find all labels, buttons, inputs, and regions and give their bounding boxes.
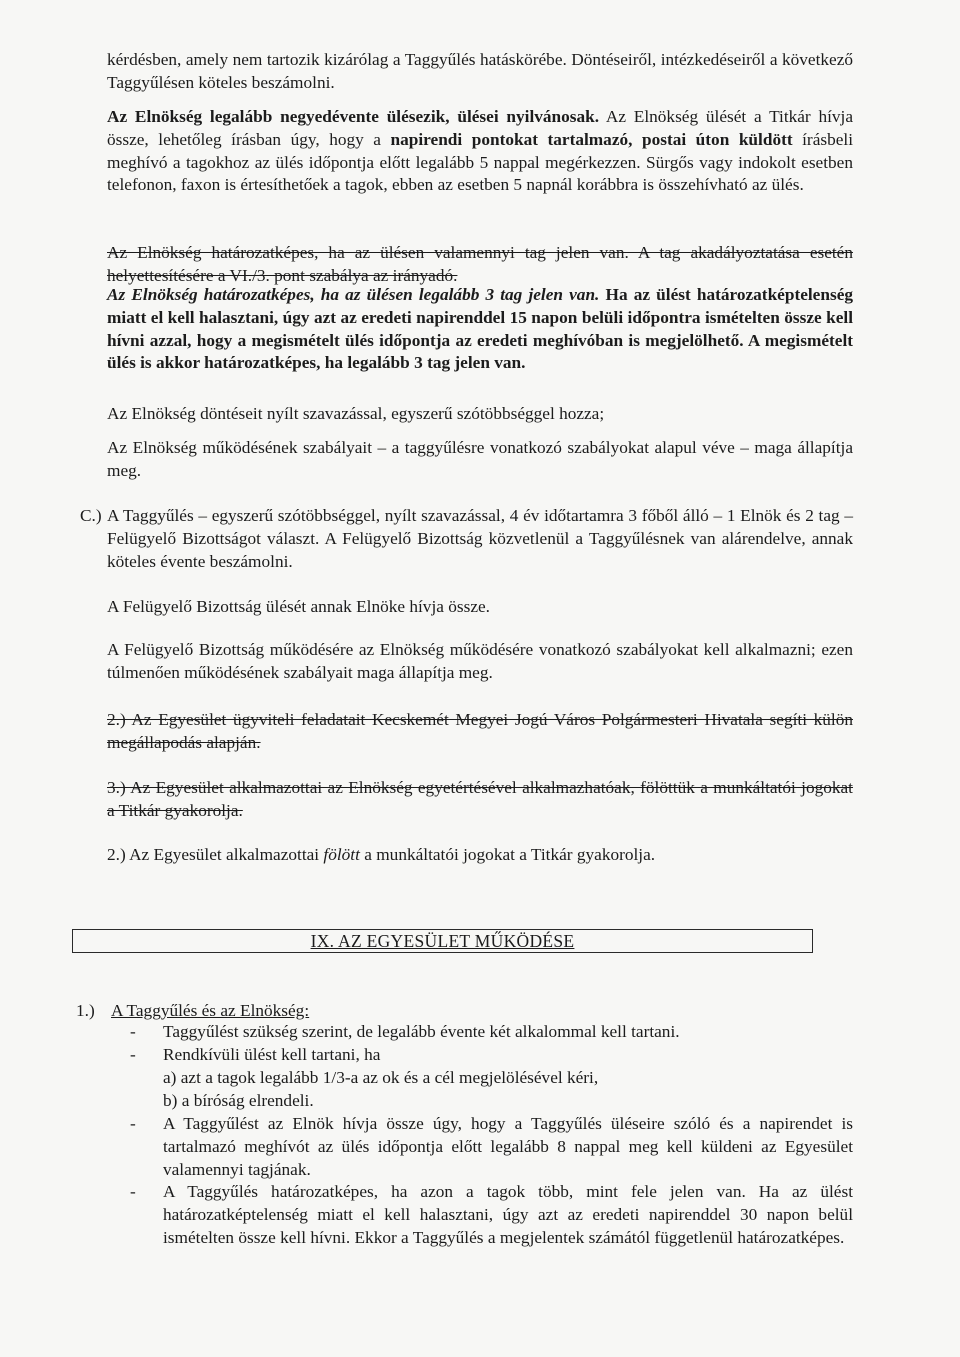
paragraph-supervisory-board: A Taggyűlés – egyszerű szótöbbséggel, nyílt szavazással, 4 év időtartamra 3 főből álló – 1 Elnök és 2 tag – Felügyelő Bizottságot választ. A Felügyelő Bizottság közvetlenül a Taggyűlésnek van alárendelve, annak köteles évente beszámolni.: [107, 506, 853, 571]
paragraph-report-duty: kérdésben, amely nem tartozik kizárólag a Taggyűlés hatáskörébe. Döntéseiről, intézkedéseiről a következő Taggyűlésen köteles beszámolni.: [107, 50, 853, 92]
paragraph-quorum: [107, 284, 853, 375]
list-item-annual-meetings: Taggyűlést szükség szerint, de legalább évente két alkalommal kell tartani.: [163, 1022, 680, 1041]
paragraph-rules: Az Elnökség működésének szabályait – a taggyűlésre vonatkozó szabályokat alapul véve – maga állapítja meg.: [107, 438, 853, 480]
list-item-quorum: A Taggyűlés határozatképes, ha azon a tagok több, mint fele jelen van. Ha az ülést határozatképtelenség miatt el kell halasztani, úgy azt az eredeti napirenddel 30 napon belül ismételten össze kell hívni. Ekkor a Taggyűlés a megjelentek számától függetlenül határozatképes.: [163, 1182, 853, 1247]
bold-meeting-frequency: Az Elnökség legalább negyedévente ülésezik, ülései nyilvánosak.: [107, 107, 600, 126]
section-title-general-assembly: A Taggyűlés és az Elnökség:: [111, 1001, 310, 1020]
sub-item-a: a) azt a tagok legalább 1/3-a az ok és a cél megjelölésével kéri,: [163, 1068, 599, 1087]
chapter-heading-box: [72, 929, 813, 953]
text-employees-b: a munkáltatói jogokat a Titkár gyakorolja.: [359, 845, 656, 864]
text-urgent: írásbeli meghívó a tagokhoz az ülés időpontja előtt legalább 5 nappal megérkezzen. Sürgős vagy indokolt esetben telefonon, faxon is értesíthetőek a tagok, ebben az esetben 5 napnál korábbra is összehívható az ülés.: [107, 129, 853, 195]
sub-item-b: b) a bíróság elrendeli.: [163, 1091, 314, 1110]
list-item-extraordinary: Rendkívüli ülést kell tartani, ha: [163, 1045, 381, 1064]
chapter-heading: IX. AZ EGYESÜLET MŰKÖDÉSE: [310, 931, 575, 951]
struck-paragraph-employees: 3.) Az Egyesület alkalmazottai az Elnökség egyetértésével alkalmazhatóak, fölöttük a munkáltatói jogokat a Titkár gyakorolja.: [107, 778, 853, 820]
list-dash: -: [130, 1114, 136, 1133]
list-dash: -: [130, 1022, 136, 1041]
struck-paragraph-admin: 2.) Az Egyesület ügyviteli feladatait Kecskemét Megyei Jogú Város Polgármesteri Hivatala segíti külön megállapodás alapján.: [107, 710, 853, 752]
bold-repeat-meeting: Ha az ülést határozatképtelenség miatt el kell halasztani, úgy azt az eredeti napirenddel 15 napon belüli időpontra ismételten össze kell hívni azzal, hogy a megismételt ülés időpontja az eredeti meghívóban is megjelölhető. A megismételt ülés is akkor határozatképes, ha legalább 3 tag jelen van.: [107, 285, 854, 373]
bold-invitation: napirendi pontokat tartalmazó, postai úton küldött: [390, 129, 793, 149]
paragraph-employees: [107, 844, 853, 867]
paragraph-board-convening: A Felügyelő Bizottság ülését annak Elnöke hívja össze.: [107, 597, 490, 616]
text-convening: Az Elnökség ülését a Titkár hívja össze, lehetőleg írásban úgy, hogy a: [107, 107, 853, 149]
paragraph-voting: Az Elnökség döntéseit nyílt szavazással, egyszerű szótöbbséggel hozza;: [107, 404, 605, 423]
italic-folott: fölött: [323, 845, 360, 864]
list-item-convening: A Taggyűlést az Elnök hívja össze úgy, hogy a Taggyűlés üléseire szóló és a napirendet is tartalmazó meghívót az ülés időpontja előtt legalább 8 nappal meg kell küldeni az Egyesület valamennyi tagjának.: [163, 1114, 853, 1179]
bold-italic-quorum: Az Elnökség határozatképes, ha az ülésen legalább 3 tag jelen van.: [107, 285, 600, 304]
text-employees-a: 2.) Az Egyesület alkalmazottai: [107, 845, 324, 864]
list-dash: -: [130, 1045, 136, 1064]
list-dash: -: [130, 1182, 136, 1201]
struck-paragraph-quorum: Az Elnökség határozatképes, ha az ülésen valamennyi tag jelen van. A tag akadályoztatása esetén helyettesítésére a VI./3. pont szabálya az irányadó.: [107, 243, 853, 285]
section-number-1: 1.): [76, 1001, 95, 1020]
paragraph-board-rules: A Felügyelő Bizottság működésére az Elnökség működésére vonatkozó szabályokat kell alkalmazni; ezen túlmenően működésének szabályait maga állapítja meg.: [107, 640, 853, 682]
section-label-c: C.): [80, 506, 102, 525]
paragraph-meeting-frequency: [107, 106, 853, 197]
